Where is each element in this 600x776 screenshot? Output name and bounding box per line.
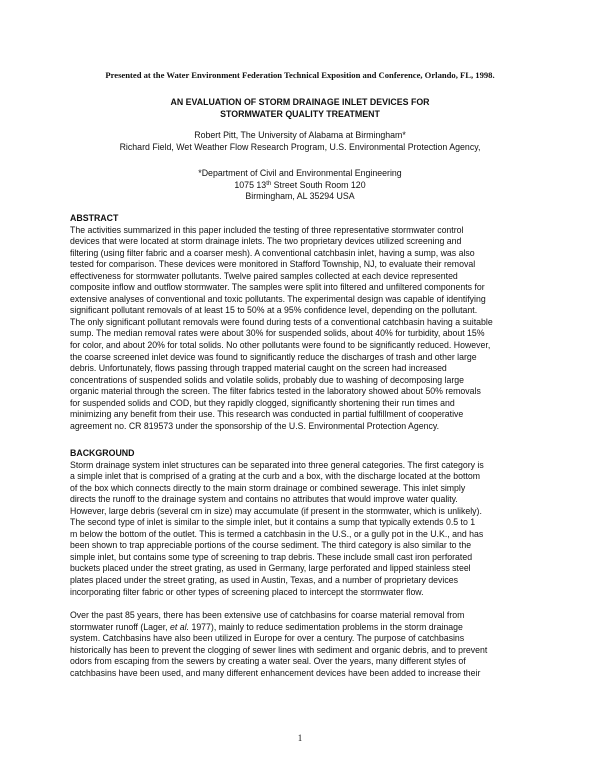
abstract-line: effectiveness for stormwater pollutants. Twelve paired samples collected at each device represented bbox=[70, 270, 458, 281]
background-line: directs the runoff to the drainage system and contains no attributes that would improve water quality. bbox=[70, 494, 458, 505]
conference-note: Presented at the Water Environment Federation Technical Exposition and Conference, Orlando, FL, 1998. bbox=[105, 70, 495, 80]
abstract-line: filtering (using filter fabric and a coarser mesh). A conventional catchbasin inlet, having a sump, was also bbox=[70, 247, 475, 258]
background-heading: BACKGROUND bbox=[70, 448, 135, 458]
abstract-line: organic material through the screen. The filter fabrics tested in the laboratory showed about 50% removals bbox=[70, 386, 481, 397]
authors-block bbox=[0, 130, 600, 153]
abstract-line: extensive analyses of conventional and toxic pollutants. The experimental design was capable of identifying bbox=[70, 293, 486, 304]
author-1: Robert Pitt, The University of Alabama at Birmingham* bbox=[194, 130, 406, 140]
background-line: buckets placed under the street grating, as used in Germany, large perforated and lipped stainless steel bbox=[70, 563, 471, 574]
abstract-line: sump. The median removal rates were about 30% for suspended solids, about 40% for turbidity, about 15% bbox=[70, 328, 485, 339]
abstract-line: composite inflow and outflow stormwater. The samples were split into filtered and unfiltered components for bbox=[70, 282, 485, 293]
history-paragraph bbox=[70, 610, 548, 679]
abstract-heading: ABSTRACT bbox=[70, 213, 119, 223]
abstract-body bbox=[70, 225, 548, 433]
background-line: of the box which connects directly to the main storm drainage or combined sewerage. This inlet simply bbox=[70, 482, 466, 493]
background-line: plates placed under the street grating, as used in Austin, Texas, and a number of proprietary devices bbox=[70, 575, 458, 586]
paragraph-line: catchbasins have been used, and many different enhancement devices have been added to increase their bbox=[70, 667, 481, 678]
paragraph-line: stormwater runoff (Lager, et al. 1977), mainly to reduce sedimentation problems in the storm drainage bbox=[70, 621, 463, 632]
title-line-2: STORMWATER QUALITY TREATMENT bbox=[220, 109, 380, 119]
paper-title bbox=[0, 96, 600, 120]
paragraph-rest bbox=[70, 633, 548, 679]
background-body bbox=[70, 460, 548, 599]
background-line: incorporating filter fabric or other types of screening placed to intercept the stormwater flow. bbox=[70, 586, 424, 597]
background-line: been shown to trap appreciable portions of the course sediment. The third category is also similar to the bbox=[70, 540, 472, 551]
background-line: However, large debris (several cm in size) may accumulate (if present in the stormwater, which is unlikely). bbox=[70, 505, 482, 516]
background-section bbox=[70, 448, 548, 598]
abstract-line: significant pollutant removals of at least 15 to 50% at a 95% confidence level, depending on the pollutant. bbox=[70, 305, 478, 316]
paragraph-line: Over the past 85 years, there has been extensive use of catchbasins for coarse material removal from bbox=[70, 610, 465, 620]
title-line-1: AN EVALUATION OF STORM DRAINAGE INLET DEVICES FOR bbox=[170, 97, 430, 107]
abstract-line: tested for comparison. These devices were monitored in Stafford Township, NJ, to evaluate their removal bbox=[70, 259, 476, 270]
abstract-section bbox=[70, 213, 548, 432]
background-line: Storm drainage system inlet structures can be separated into three general categories. The first category is bbox=[70, 459, 484, 470]
abstract-line: for color, and about 20% for total solids. No other pollutants were found to be significantly reduced. However, bbox=[70, 340, 491, 351]
background-line: simple inlet, but contains some type of screening to trap debris. These include small cast iron perforated bbox=[70, 551, 473, 562]
background-line: a simple inlet that is comprised of a grating at the curb and a box, with the discharge located at the bottom bbox=[70, 471, 481, 482]
paragraph-line: system. Catchbasins have also been utilized in Europe for over a century. The purpose of catchbasins bbox=[70, 633, 465, 644]
abstract-line: agreement no. CR 819573 under the sponsorship of the U.S. Environmental Protection Agency. bbox=[70, 420, 440, 431]
abstract-line: the coarse screened inlet device was found to significantly reduce the discharges of trash and other large bbox=[70, 351, 477, 362]
abstract-line: The only significant pollutant removals were found during tests of a conventional catchbasin having a suitable bbox=[70, 316, 493, 327]
address-city: Birmingham, AL 35294 USA bbox=[245, 191, 355, 202]
background-line: m below the bottom of the outlet. This is termed a catchbasin in the U.S., or a gully pot in the U.K., and has bbox=[70, 528, 484, 539]
abstract-line: minimizing any benefit from their use. This research was conducted in partial fulfillment of cooperative bbox=[70, 409, 464, 420]
abstract-line: for suspended solids and COD, but they rapidly clogged, significantly shortening their run times and bbox=[70, 397, 455, 408]
abstract-line: The activities summarized in this paper included the testing of three representative stormwater control bbox=[70, 224, 464, 235]
address-street: 1075 13th Street South Room 120 bbox=[234, 179, 366, 190]
abstract-line: concentrations of suspended solids and volatile solids, probably due to washing of decomposing large bbox=[70, 374, 464, 385]
paragraph-line: historically has been to prevent the clogging of sewer lines with sediment and organic debris, and to prevent bbox=[70, 644, 488, 655]
address-block bbox=[0, 168, 600, 203]
author-2: Richard Field, Wet Weather Flow Research Program, U.S. Environmental Protection Agency, bbox=[119, 141, 481, 152]
abstract-line: devices that were located at storm drainage inlets. The two proprietary devices utilized screening and bbox=[70, 236, 462, 247]
page-number: 1 bbox=[297, 733, 303, 743]
abstract-line: debris. Unfortunately, flows passing through trapped material caught on the screen had increased bbox=[70, 363, 447, 374]
background-line: The second type of inlet is similar to the simple inlet, but it contains a sump that typically extends 0.5 to 1 bbox=[70, 517, 476, 528]
paragraph-line: odors from escaping from the sewers by creating a water seal. Over the years, many different styles of bbox=[70, 656, 466, 667]
address-department: *Department of Civil and Environmental Engineering bbox=[198, 168, 402, 178]
